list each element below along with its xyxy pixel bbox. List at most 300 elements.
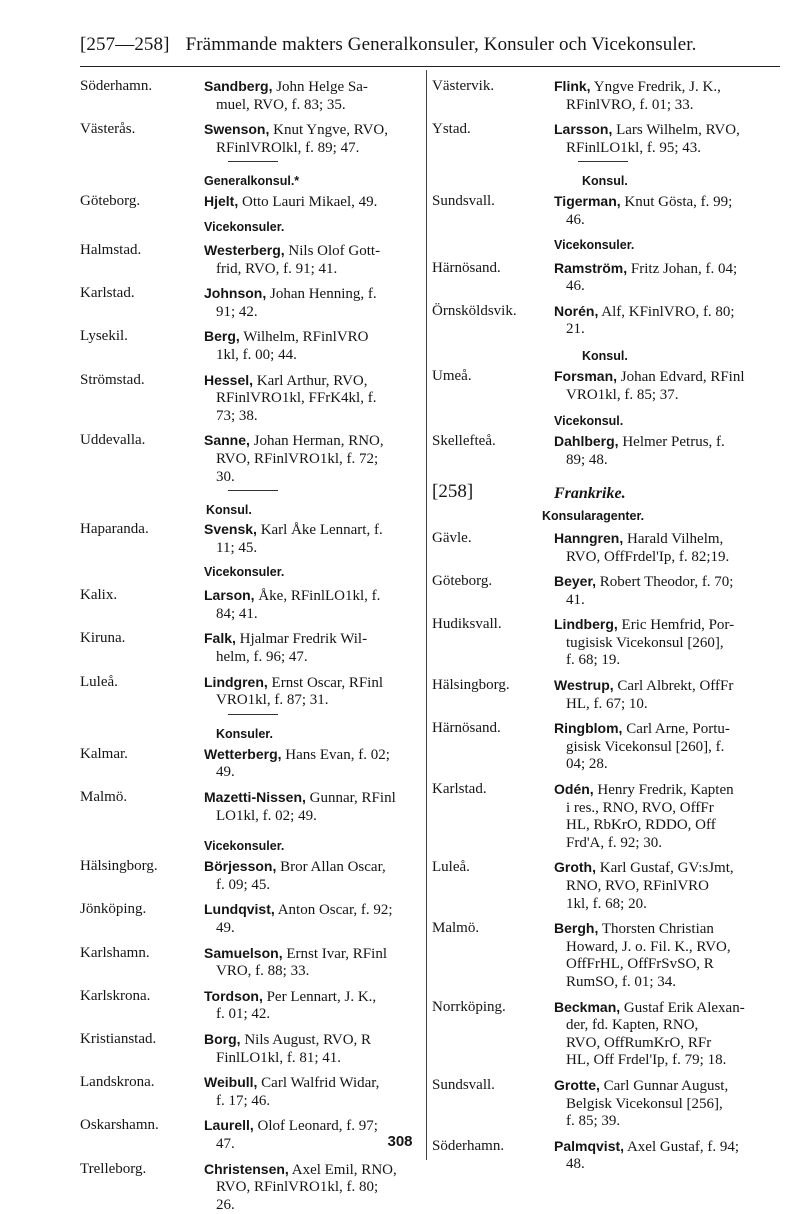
detail-line xyxy=(204,945,420,964)
detail-line: Belgisk Vicekonsul [256], xyxy=(566,1095,723,1112)
consul-details xyxy=(554,303,780,339)
consul-name: Beyer, xyxy=(554,573,597,590)
consul-entry xyxy=(80,121,420,157)
consul-entry xyxy=(432,781,780,852)
consul-entry xyxy=(80,285,420,321)
detail-line: 48. xyxy=(566,1156,585,1173)
consul-name: Hessel, xyxy=(204,371,254,388)
detail-line xyxy=(204,789,420,808)
consul-details xyxy=(204,901,420,937)
consul-entry xyxy=(80,242,420,278)
detail-line: 41. xyxy=(566,591,585,608)
detail-line: 49. xyxy=(216,920,235,936)
place-name: Sundsvall. xyxy=(432,193,495,210)
detail-line xyxy=(204,587,420,606)
detail-line: Frd'A, f. 92; 30. xyxy=(566,834,663,851)
consul-details xyxy=(554,781,780,852)
detail-text: Otto Lauri Mikael, 49. xyxy=(238,194,378,211)
detail-line xyxy=(204,372,420,391)
consul-entry xyxy=(80,674,420,710)
section-heading: Vicekonsuler. xyxy=(204,219,285,234)
consul-entry xyxy=(80,587,420,623)
consul-details xyxy=(204,242,420,278)
consul-entry xyxy=(80,432,420,486)
detail-line xyxy=(554,78,780,97)
page-reference: [258] xyxy=(432,481,474,503)
consul-details xyxy=(204,1031,420,1067)
section-heading: Generalkonsul.* xyxy=(204,174,300,189)
detail-text: Bror Allan Oscar, xyxy=(276,859,386,876)
consul-name: Lundqvist, xyxy=(204,901,275,918)
consul-entry xyxy=(432,677,780,713)
consul-details xyxy=(204,988,420,1024)
consul-name: Sandberg, xyxy=(204,78,273,94)
detail-line: HL, Off Frdel'Ip, f. 79; 18. xyxy=(566,1052,727,1069)
section-rule xyxy=(578,161,628,162)
detail-line: f. 68; 19. xyxy=(566,652,621,669)
detail-line xyxy=(204,285,420,304)
place-name: Karlstad. xyxy=(432,781,487,798)
place-name: Luleå. xyxy=(432,859,470,876)
detail-text: John Helge Sa- xyxy=(272,79,368,95)
consul-entry xyxy=(432,303,780,339)
consul-details xyxy=(204,1161,420,1214)
consul-details xyxy=(204,432,420,486)
consul-name: Dahlberg, xyxy=(554,433,619,450)
detail-text: Wilhelm, RFinlVRO xyxy=(239,329,369,346)
consul-entry xyxy=(80,988,420,1024)
detail-text: Harald Vilhelm, xyxy=(623,530,724,547)
consul-entry xyxy=(432,121,780,157)
place-name: Strömstad. xyxy=(80,371,145,388)
place-name: Göteborg. xyxy=(80,193,141,210)
detail-line: HL, RbKrO, RDDO, Off xyxy=(566,817,716,834)
place-name: Karlshamn. xyxy=(80,944,150,961)
place-name: Norrköping. xyxy=(432,998,506,1015)
section-rule xyxy=(228,161,278,162)
consul-name: Hjelt, xyxy=(204,193,239,210)
detail-line xyxy=(204,988,420,1007)
consul-details xyxy=(204,1074,420,1110)
consul-name: Mazetti-Nissen, xyxy=(204,789,306,806)
detail-text: Gustaf Erik Alexan- xyxy=(620,999,745,1016)
detail-line xyxy=(204,1074,420,1093)
detail-line: 11; 45. xyxy=(216,539,258,556)
consul-details xyxy=(554,433,780,469)
consul-entry xyxy=(80,193,420,212)
consul-name: Bergh, xyxy=(554,920,599,937)
detail-line: i res., RNO, RVO, OffFr xyxy=(566,799,714,816)
consul-entry xyxy=(432,433,780,469)
consul-details xyxy=(554,193,780,229)
detail-line xyxy=(204,521,420,540)
consul-name: Palmqvist, xyxy=(554,1137,625,1154)
detail-text: Per Lennart, J. K., xyxy=(262,988,377,1005)
place-name: Söderhamn. xyxy=(80,78,153,94)
consul-entry xyxy=(80,746,420,782)
consul-name: Hanngren, xyxy=(554,529,624,546)
place-name: Skellefteå. xyxy=(432,433,496,450)
consul-details xyxy=(554,677,780,713)
detail-line: 30. xyxy=(216,468,235,485)
detail-text: Knut Gösta, f. 99; xyxy=(620,194,733,211)
consul-name: Larsson, xyxy=(554,121,613,138)
consul-name: Odén, xyxy=(554,781,594,798)
consul-entry xyxy=(80,521,420,557)
column-divider xyxy=(426,70,427,1160)
consul-name: Larson, xyxy=(204,587,255,604)
detail-text: Nils Olof Gott- xyxy=(284,242,381,259)
detail-line xyxy=(204,242,420,261)
consul-details xyxy=(554,1077,780,1131)
consul-name: Weibull, xyxy=(204,1074,258,1091)
detail-text: Lars Wilhelm, RVO, xyxy=(612,122,740,139)
detail-line: RVO, OffRumKrO, RFr xyxy=(566,1034,712,1051)
detail-line: RFinlVROlkl, f. 89; 47. xyxy=(216,139,360,156)
detail-line: muel, RVO, f. 83; 35. xyxy=(216,96,346,113)
detail-text: Alf, KFinlVRO, f. 80; xyxy=(598,303,735,320)
detail-line: RFinlVRO1kl, FFrK4kl, f. xyxy=(216,390,377,407)
detail-text: Axel Gustaf, f. 94; xyxy=(624,1138,740,1155)
detail-line xyxy=(204,193,420,212)
detail-line: FinlLO1kl, f. 81; 41. xyxy=(216,1049,342,1066)
detail-text: Ernst Ivar, RFinl xyxy=(282,945,387,962)
detail-line xyxy=(204,746,420,765)
detail-line: frid, RVO, f. 91; 41. xyxy=(216,260,338,277)
consul-name: Laurell, xyxy=(204,1117,254,1134)
consul-details xyxy=(204,78,420,114)
place-name: Hälsingborg. xyxy=(432,677,510,694)
detail-line xyxy=(554,573,780,592)
detail-line xyxy=(204,432,420,451)
place-name: Sundsvall. xyxy=(432,1076,495,1093)
consul-name: Grotte, xyxy=(554,1076,600,1093)
consul-entry xyxy=(432,573,780,609)
detail-line xyxy=(554,121,780,140)
detail-line: LO1kl, f. 02; 49. xyxy=(216,807,317,824)
left-column xyxy=(80,78,420,1214)
section-heading: Vicekonsuler. xyxy=(554,237,635,252)
detail-text: Helmer Petrus, f. xyxy=(618,434,725,451)
consul-entry xyxy=(432,1077,780,1131)
consul-entry xyxy=(432,78,780,114)
consul-entry xyxy=(80,630,420,666)
detail-line: 91; 42. xyxy=(216,303,258,320)
detail-line: 26. xyxy=(216,1196,235,1213)
detail-line xyxy=(554,616,780,635)
detail-line xyxy=(204,1031,420,1050)
section-heading: Konsul. xyxy=(582,348,628,363)
detail-line: der, fd. Kapten, RNO, xyxy=(566,1017,699,1034)
place-name: Uddevalla. xyxy=(80,432,146,449)
detail-line: 84; 41. xyxy=(216,605,258,622)
detail-line: 46. xyxy=(566,278,585,295)
detail-line: RVO, RFinlVRO1kl, f. 80; xyxy=(216,1179,379,1196)
place-name: Luleå. xyxy=(80,673,118,690)
section-rule xyxy=(228,714,278,715)
consul-name: Flink, xyxy=(554,78,591,94)
detail-line: 73; 38. xyxy=(216,407,258,424)
section-heading: Konsularagenter. xyxy=(542,508,645,523)
consul-name: Westrup, xyxy=(554,677,614,694)
consul-details xyxy=(204,789,420,825)
detail-line: f. 17; 46. xyxy=(216,1092,271,1109)
detail-line: OffFrHL, OffFrSvSO, R xyxy=(566,956,714,973)
consul-entry xyxy=(80,789,420,825)
section-rule xyxy=(228,490,278,491)
detail-text: Knut Yngve, RVO, xyxy=(269,122,389,139)
detail-text: Eric Hemfrid, Por- xyxy=(617,617,735,634)
detail-line xyxy=(554,999,780,1018)
detail-line xyxy=(204,674,420,693)
place-name: Lysekil. xyxy=(80,328,128,345)
detail-line xyxy=(554,303,780,322)
consul-name: Forsman, xyxy=(554,367,618,384)
detail-line: f. 85; 39. xyxy=(566,1113,621,1130)
consul-entry xyxy=(80,328,420,364)
consul-details xyxy=(204,285,420,321)
detail-text: Gunnar, RFinl xyxy=(305,790,396,807)
consul-details xyxy=(204,945,420,981)
detail-line xyxy=(554,677,780,696)
detail-line: gisisk Vicekonsul [260], f. xyxy=(566,738,725,755)
detail-text: Nils August, RVO, R xyxy=(240,1031,372,1048)
section-heading: Konsul. xyxy=(206,503,252,518)
detail-line: RFinlLO1kl, f. 95; 43. xyxy=(566,139,702,156)
detail-line: f. 09; 45. xyxy=(216,876,271,893)
consul-entry xyxy=(80,1074,420,1110)
consul-name: Svensk, xyxy=(204,521,257,538)
consul-details xyxy=(554,530,780,566)
detail-line xyxy=(554,433,780,452)
detail-line xyxy=(554,720,780,739)
consul-entry xyxy=(432,720,780,774)
consul-name: Ringblom, xyxy=(554,720,623,737)
header-title: Främmande makters Generalkonsuler, Konsuler och Vicekonsuler. xyxy=(185,34,697,55)
consul-details xyxy=(554,920,780,991)
detail-text: Thorsten Christian xyxy=(598,921,714,938)
consul-entry xyxy=(80,78,420,114)
detail-line xyxy=(554,859,780,878)
detail-text: Karl Arthur, RVO, xyxy=(253,372,368,389)
consul-entry xyxy=(432,530,780,566)
detail-line: RVO, RFinlVRO1kl, f. 72; xyxy=(216,450,379,467)
consul-details xyxy=(554,999,780,1070)
consul-name: Ramström, xyxy=(554,259,628,276)
consul-entry xyxy=(432,616,780,670)
consul-entry xyxy=(432,999,780,1070)
detail-line xyxy=(554,368,780,387)
consul-entry xyxy=(80,1031,420,1067)
consul-name: Lindgren, xyxy=(204,673,268,690)
detail-line: 1kl, f. 68; 20. xyxy=(566,895,647,912)
detail-line xyxy=(204,78,420,97)
consul-entry xyxy=(432,193,780,229)
consul-details xyxy=(554,859,780,913)
place-name: Hudiksvall. xyxy=(432,616,502,633)
consul-name: Borg, xyxy=(204,1030,241,1047)
detail-line: 04; 28. xyxy=(566,756,608,773)
consul-name: Groth, xyxy=(554,859,596,876)
detail-line xyxy=(204,630,420,649)
place-name: Karlstad. xyxy=(80,285,135,302)
detail-text: Hjalmar Fredrik Wil- xyxy=(235,631,368,648)
place-name: Gävle. xyxy=(432,529,472,546)
consul-name: Börjesson, xyxy=(204,858,277,875)
detail-line xyxy=(204,121,420,140)
consul-details xyxy=(554,260,780,296)
place-name: Härnösand. xyxy=(432,720,501,737)
detail-line: 1kl, f. 00; 44. xyxy=(216,346,297,363)
place-name: Halmstad. xyxy=(80,241,142,258)
country-heading-row xyxy=(432,483,780,503)
detail-line xyxy=(204,328,420,347)
detail-text: Karl Gustaf, GV:sJmt, xyxy=(596,860,734,877)
place-name: Malmö. xyxy=(80,789,128,806)
detail-text: Åke, RFinlLO1kl, f. xyxy=(254,588,381,605)
consul-details xyxy=(204,372,420,426)
page-range: [257—258] xyxy=(80,34,170,55)
place-name: Härnösand. xyxy=(432,259,501,276)
detail-line: 49. xyxy=(216,764,235,781)
place-name: Malmö. xyxy=(432,920,480,937)
consul-details xyxy=(554,121,780,157)
detail-line xyxy=(554,1077,780,1096)
detail-text: Yngve Fredrik, J. K., xyxy=(590,79,721,95)
detail-line xyxy=(554,781,780,800)
consul-entry xyxy=(80,945,420,981)
consul-name: Christensen, xyxy=(204,1160,289,1177)
consul-details xyxy=(204,193,420,212)
consul-name: Westerberg, xyxy=(204,241,285,258)
detail-text: Olof Leonard, f. 97; xyxy=(253,1118,378,1135)
detail-text: Johan Edvard, RFinl xyxy=(617,368,745,385)
page-number: 308 xyxy=(387,1133,413,1150)
detail-text: Hans Evan, f. 02; xyxy=(281,746,390,763)
section-heading: Vicekonsuler. xyxy=(204,839,285,854)
place-name: Västervik. xyxy=(432,78,495,94)
consul-name: Berg, xyxy=(204,328,240,345)
place-name: Kristianstad. xyxy=(80,1030,157,1047)
detail-line: f. 01; 42. xyxy=(216,1006,271,1023)
place-name: Hälsingborg. xyxy=(80,858,158,875)
consul-name: Johnson, xyxy=(204,285,267,302)
place-name: Jönköping. xyxy=(80,901,147,918)
place-name: Trelleborg. xyxy=(80,1160,147,1177)
header-rule xyxy=(80,66,780,67)
section-heading: Konsul. xyxy=(582,174,628,189)
detail-text: Karl Åke Lennart, f. xyxy=(256,522,383,539)
detail-line: 21. xyxy=(566,321,585,338)
detail-text: Johan Henning, f. xyxy=(266,286,377,303)
consul-name: Beckman, xyxy=(554,998,621,1015)
detail-line: VRO1kl, f. 85; 37. xyxy=(566,386,679,403)
right-column xyxy=(432,78,780,1174)
consul-details xyxy=(204,587,420,623)
detail-line: RVO, OffFrdel'Ip, f. 82;19. xyxy=(566,548,730,565)
consul-details xyxy=(554,78,780,114)
detail-line xyxy=(554,193,780,212)
detail-line: RFinlVRO, f. 01; 33. xyxy=(566,96,694,113)
consul-name: Falk, xyxy=(204,630,236,647)
detail-line: VRO, f. 88; 33. xyxy=(216,963,310,980)
detail-line: HL, f. 67; 10. xyxy=(566,695,648,712)
consul-details xyxy=(554,573,780,609)
detail-line: RumSO, f. 01; 34. xyxy=(566,973,677,990)
consul-details xyxy=(554,616,780,670)
place-name: Söderhamn. xyxy=(432,1137,505,1154)
consul-name: Lindberg, xyxy=(554,616,618,633)
place-name: Umeå. xyxy=(432,367,472,384)
detail-line xyxy=(554,260,780,279)
consul-details xyxy=(204,630,420,666)
place-name: Kalix. xyxy=(80,587,118,604)
detail-text: Johan Herman, RNO, xyxy=(249,433,384,450)
detail-line xyxy=(204,1161,420,1180)
place-name: Göteborg. xyxy=(432,573,493,590)
detail-line xyxy=(204,901,420,920)
detail-line xyxy=(554,530,780,549)
place-name: Kalmar. xyxy=(80,745,128,762)
section-heading: Vicekonsul. xyxy=(554,414,624,429)
consul-details xyxy=(204,746,420,782)
place-name: Haparanda. xyxy=(80,521,149,538)
consul-details xyxy=(204,121,420,157)
detail-line: 89; 48. xyxy=(566,451,608,468)
place-name: Karlskrona. xyxy=(80,987,151,1004)
consul-entry xyxy=(80,372,420,426)
consul-details xyxy=(204,328,420,364)
section-heading: Konsuler. xyxy=(216,726,273,741)
page-header xyxy=(80,34,782,56)
consul-entry xyxy=(80,901,420,937)
consul-details xyxy=(554,720,780,774)
detail-line: 47. xyxy=(216,1135,235,1152)
consul-name: Sanne, xyxy=(204,432,250,449)
consul-entry xyxy=(80,1161,420,1214)
detail-line xyxy=(204,858,420,877)
detail-text: Carl Gunnar August, xyxy=(599,1077,729,1094)
consul-entry xyxy=(432,859,780,913)
detail-text: Carl Albrekt, OffFr xyxy=(613,678,734,695)
detail-line: VRO1kl, f. 87; 31. xyxy=(216,692,329,709)
detail-text: Carl Walfrid Widar, xyxy=(257,1075,380,1092)
detail-text: Robert Theodor, f. 70; xyxy=(596,574,734,591)
detail-text: Axel Emil, RNO, xyxy=(288,1161,397,1178)
consul-details xyxy=(554,368,780,404)
section-heading: Vicekonsuler. xyxy=(204,565,285,580)
place-name: Landskrona. xyxy=(80,1074,155,1091)
consul-name: Wetterberg, xyxy=(204,745,282,762)
detail-line: tugisisk Vicekonsul [260], xyxy=(566,634,724,651)
place-name: Örnsköldsvik. xyxy=(432,302,517,319)
consul-name: Samuelson, xyxy=(204,944,283,961)
consul-details xyxy=(204,858,420,894)
detail-text: Anton Oscar, f. 92; xyxy=(274,902,393,919)
place-name: Kiruna. xyxy=(80,630,126,647)
consul-entry xyxy=(432,368,780,404)
detail-line: Howard, J. o. Fil. K., RVO, xyxy=(566,938,731,955)
detail-text: Ernst Oscar, RFinl xyxy=(267,674,384,691)
consul-entry xyxy=(80,858,420,894)
place-name: Oskarshamn. xyxy=(80,1117,159,1134)
consul-entry xyxy=(432,260,780,296)
detail-text: Fritz Johan, f. 04; xyxy=(627,260,738,277)
consul-details xyxy=(204,674,420,710)
detail-text: Carl Arne, Portu- xyxy=(622,721,730,738)
detail-line: RNO, RVO, RFinlVRO xyxy=(566,878,709,894)
detail-line: 46. xyxy=(566,211,585,228)
